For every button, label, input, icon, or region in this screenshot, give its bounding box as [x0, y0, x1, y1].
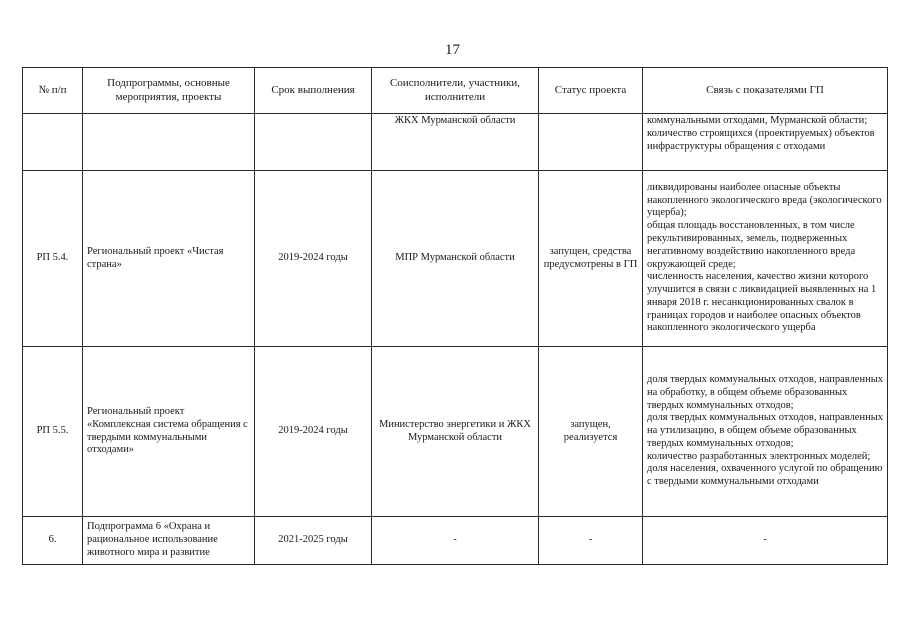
link-item: доля твердых коммунальных отходов, направленных на обработку, в общем объеме образованных твердых коммунальных отходов; — [647, 373, 884, 411]
cell-name: Региональный проект «Комплексная система обращения с твердыми коммунальными отходами» — [83, 347, 255, 517]
cell-status: запущен, средства предусмотрены в ГП — [539, 171, 643, 347]
cell-num: РП 5.4. — [23, 171, 83, 347]
table-header-row — [23, 68, 888, 114]
link-item: численность населения, качество жизни которого улучшится в связи с ликвидацией выявленных на 1 января 2018 г. несанкционированных свалок в границах городов и наиболее опасных объектов накопленного экологического ущерба — [647, 271, 877, 334]
cell-executors: ЖКХ Мурманской области — [372, 114, 539, 171]
cell-name: Региональный проект «Чистая страна» — [83, 171, 255, 347]
table-row — [23, 347, 888, 517]
link-item: количество разработанных электронных моделей; — [647, 450, 871, 462]
link-item: ликвидированы наиболее опасные объекты накопленного экологического вреда (экологического ущерба); — [647, 181, 882, 219]
cell-links: - — [643, 517, 888, 565]
cell-executors: Министерство энергетики и ЖКХ Мурманской области — [372, 347, 539, 517]
cell-executors: - — [372, 517, 539, 565]
cell-period: 2019-2024 годы — [255, 171, 372, 347]
cell-num — [23, 114, 83, 171]
cell-period — [255, 114, 372, 171]
header-links: Связь с показателями ГП — [643, 68, 888, 114]
cell-name: Подпрограмма 6 «Охрана и рациональное использование животного мира и развитие — [83, 517, 255, 565]
header-name: Подпрограммы, основные мероприятия, проекты — [83, 68, 255, 114]
cell-status: запущен, реализуется — [539, 347, 643, 517]
cell-executors: МПР Мурманской области — [372, 171, 539, 347]
cell-links — [643, 347, 888, 517]
link-item: общая площадь восстановленных, в том числе рекультивированных, земель, подверженных негативному воздействию накопленного вреда окружающей среде; — [647, 220, 856, 270]
header-executors: Соисполнители, участники, исполнители — [372, 68, 539, 114]
table-row — [23, 114, 888, 171]
cell-status — [539, 114, 643, 171]
table-row — [23, 171, 888, 347]
cell-num: 6. — [23, 517, 83, 565]
cell-period: 2019-2024 годы — [255, 347, 372, 517]
link-item: доля твердых коммунальных отходов, направленных на утилизацию, в общем объеме образованных твердых коммунальных отходов; — [647, 412, 884, 449]
link-item: доля населения, охваченного услугой по обращению с твердыми коммунальными отходами — [647, 463, 883, 488]
cell-status: - — [539, 517, 643, 565]
header-period: Срок выполнения — [255, 68, 372, 114]
link-item: коммунальными отходами, Мурманской области; — [647, 115, 868, 126]
cell-period: 2021-2025 годы — [255, 517, 372, 565]
program-table — [22, 67, 888, 565]
cell-num: РП 5.5. — [23, 347, 83, 517]
header-num: № п/п — [23, 68, 83, 114]
cell-links — [643, 171, 888, 347]
header-status: Статус проекта — [539, 68, 643, 114]
cell-links — [643, 114, 888, 171]
page-number: 17 — [445, 42, 460, 58]
link-item: количество строящихся (проектируемых) объектов инфраструктуры обращения с отходами — [647, 127, 875, 152]
table-row — [23, 517, 888, 565]
cell-name — [83, 114, 255, 171]
